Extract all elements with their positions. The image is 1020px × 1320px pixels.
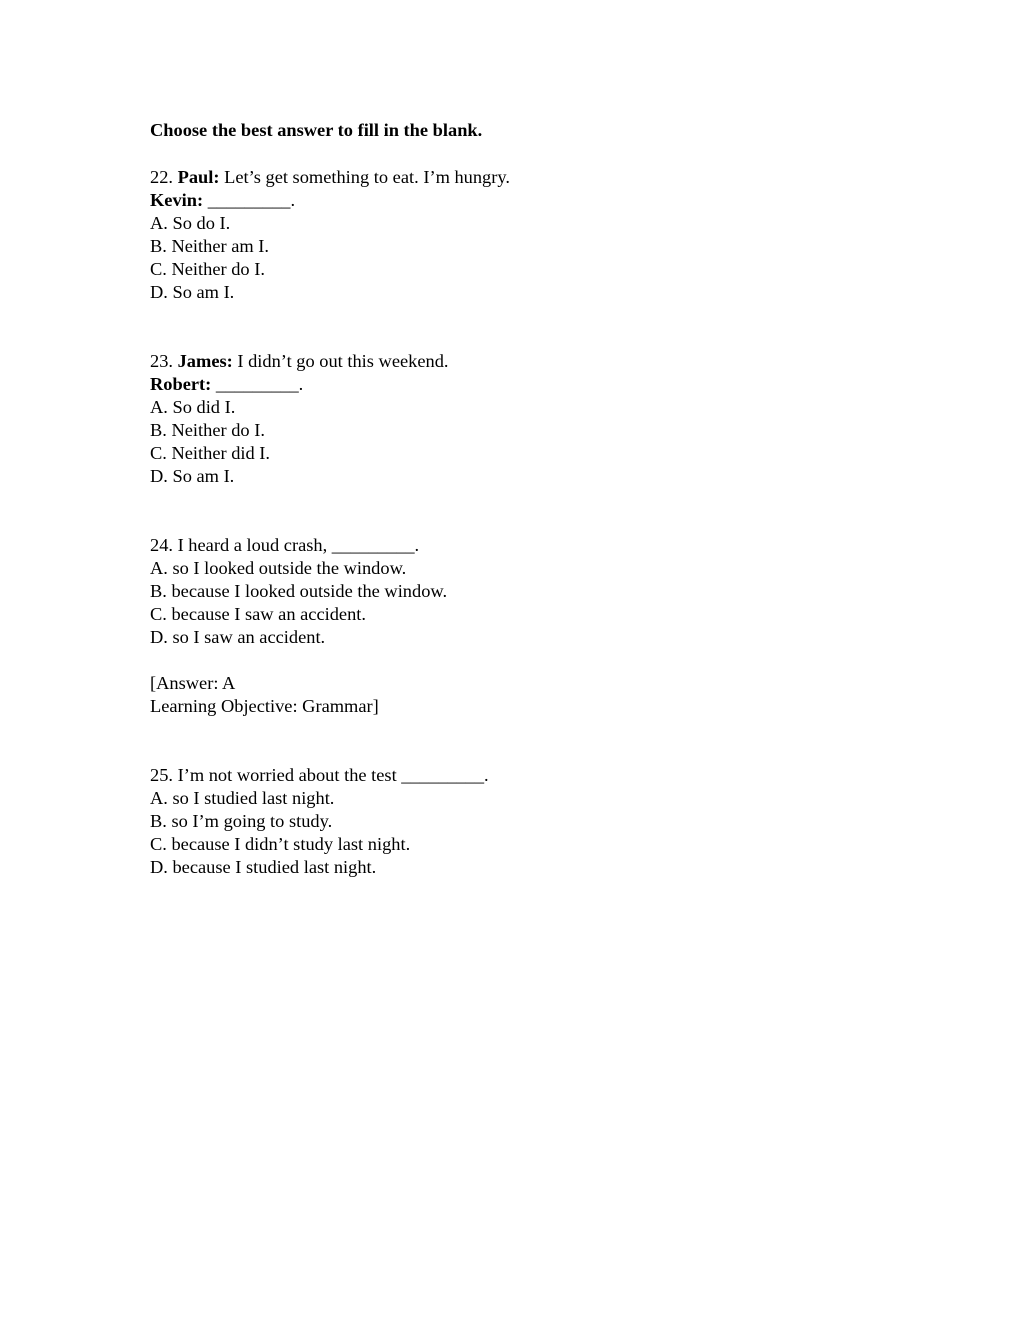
question-23-number: 23. bbox=[150, 351, 173, 371]
question-25-option-c: C. because I didn’t study last night. bbox=[150, 834, 411, 854]
question-22-option-c: C. Neither do I. bbox=[150, 259, 265, 279]
question-23-option-c: C. Neither did I. bbox=[150, 443, 271, 463]
question-24-option-c: C. because I saw an accident. bbox=[150, 604, 366, 624]
question-23-line-1: I didn’t go out this weekend. bbox=[237, 351, 449, 371]
question-22-line-1: Let’s get something to eat. I’m hungry. bbox=[224, 167, 510, 187]
question-24-option-a: A. so I looked outside the window. bbox=[150, 558, 407, 578]
question-23-blank: _________. bbox=[215, 374, 304, 394]
instruction-heading: Choose the best answer to fill in the blank. bbox=[150, 120, 483, 140]
question-22-option-d: D. So am I. bbox=[150, 282, 235, 302]
question-23-option-b: B. Neither do I. bbox=[150, 420, 265, 440]
question-22-option-b: B. Neither am I. bbox=[150, 236, 269, 256]
question-22-speaker-1: Paul: bbox=[177, 167, 220, 187]
worksheet-page bbox=[150, 0, 910, 1320]
question-24-answer: [Answer: A bbox=[150, 673, 236, 693]
question-24-option-b: B. because I looked outside the window. bbox=[150, 581, 448, 601]
question-22-speaker-2: Kevin: bbox=[150, 190, 204, 210]
question-23-stem bbox=[150, 350, 449, 373]
question-23-option-a: A. So did I. bbox=[150, 397, 236, 417]
question-24-objective: Learning Objective: Grammar] bbox=[150, 696, 379, 716]
question-23-speaker-1: James: bbox=[177, 351, 233, 371]
question-25-option-b: B. so I’m going to study. bbox=[150, 811, 333, 831]
question-24-option-d: D. so I saw an accident. bbox=[150, 627, 326, 647]
question-22-response bbox=[150, 189, 295, 212]
question-25-option-d: D. because I studied last night. bbox=[150, 857, 377, 877]
question-23-response bbox=[150, 373, 303, 396]
question-22-blank: _________. bbox=[207, 190, 296, 210]
question-23-speaker-2: Robert: bbox=[150, 374, 212, 394]
question-22-stem bbox=[150, 166, 510, 189]
question-25-stem: 25. I’m not worried about the test _________. bbox=[150, 765, 489, 785]
question-22-number: 22. bbox=[150, 167, 173, 187]
question-23-option-d: D. So am I. bbox=[150, 466, 235, 486]
question-22-option-a: A. So do I. bbox=[150, 213, 231, 233]
question-25-option-a: A. so I studied last night. bbox=[150, 788, 335, 808]
question-24-stem: 24. I heard a loud crash, _________. bbox=[150, 535, 420, 555]
